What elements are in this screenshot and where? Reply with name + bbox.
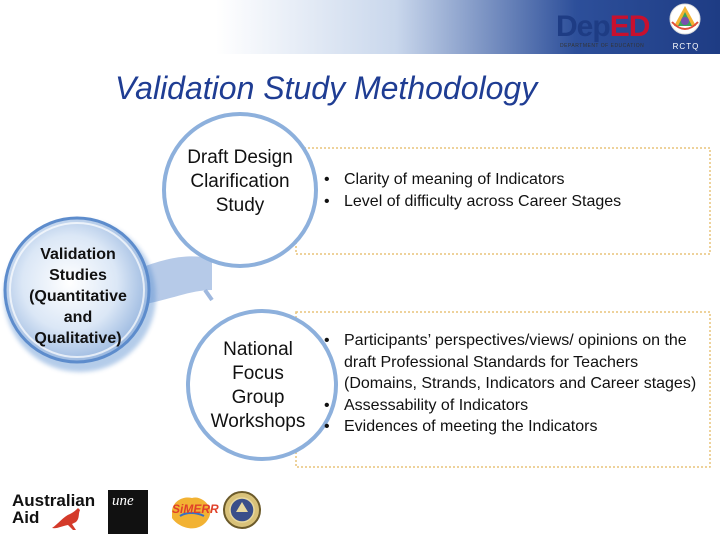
bullet-list-1 [320,169,690,212]
australian-aid-line: Australian [12,491,96,510]
branch-node-2-line: Workshops [210,411,306,432]
branch-node-1-line: Clarification [190,171,290,192]
branch-node-1-line: Study [215,195,265,216]
bullet-item: • Clarity of meaning of Indicators [320,169,690,191]
root-node-line: (Quantitative [29,288,127,305]
simerr-logo-text: SiMERR [172,502,219,516]
deped-wordmark-dep: Dep [556,10,610,43]
root-node-line: Validation [40,246,116,263]
rctq-label: RCTQ [672,42,700,51]
deped-subtitle: DEPARTMENT OF EDUCATION [560,43,645,49]
root-node-line: and [63,309,93,326]
branch-node-2-line: National [223,339,293,360]
deped-wordmark-ed: ED [609,10,650,43]
kangaroo-icon [50,506,84,532]
australian-aid-line: Aid [12,508,40,527]
bullet-item: • Level of difficulty across Career Stages [320,191,690,213]
branch-node-2-line: Focus [232,363,284,384]
page-title: Validation Study Methodology [115,70,538,106]
root-node-line: Qualitative) [34,330,122,347]
bullet-item: • Participants’ perspectives/views/ opinions on the draft Professional Standards for Teachers (Domains, Strands, Indicators and Career stages) [320,330,710,395]
connector-lower [205,290,212,300]
bullet-item: • Assessability of Indicators [320,395,710,417]
branch-node-1-line: Draft Design [187,147,293,168]
root-node-label [14,244,142,349]
bullet-list-2 [320,330,710,438]
root-node-line: Studies [49,267,107,284]
une-logo-text: une [112,493,134,509]
bullet-item: • Evidences of meeting the Indicators [320,416,710,438]
branch-node-2-label [196,338,320,434]
branch-node-2-line: Group [231,387,285,408]
university-seal-icon [222,490,262,530]
branch-node-1-label [170,146,310,218]
